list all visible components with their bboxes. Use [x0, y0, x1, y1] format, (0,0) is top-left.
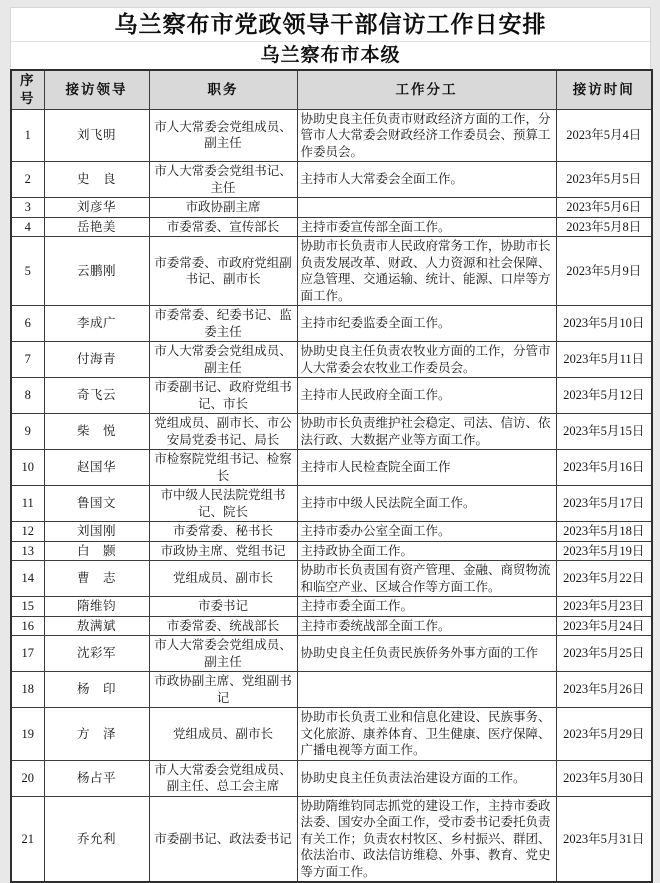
cell-reception-date: 2023年5月5日	[556, 162, 652, 198]
cell-position: 党组成员、副市长、市公安局党委书记、局长	[149, 414, 297, 450]
header-receiving-leader: 接访领导	[44, 70, 149, 109]
cell-reception-date: 2023年5月24日	[556, 616, 652, 636]
cell-reception-date: 2023年5月4日	[556, 109, 652, 162]
schedule-sheet	[10, 7, 651, 883]
cell-work-division: 协助市长负责市人民政府常务工作，协助市长负责发展改革、财政、人力资源和社会保障、应急管理、交通运输、统计、能源、口岸等方面工作。	[297, 237, 556, 306]
table-row	[11, 306, 652, 342]
cell-position: 市中级人民法院党组书记、院长	[149, 486, 297, 522]
cell-leader-name: 付海青	[44, 342, 149, 378]
cell-leader-name: 岳艳美	[44, 217, 149, 237]
page-subtitle: 乌兰察布市本级	[11, 42, 650, 69]
cell-work-division: 主持市中级人民法院全面工作。	[297, 486, 556, 522]
cell-leader-name: 刘飞明	[44, 109, 149, 162]
cell-reception-date: 2023年5月16日	[556, 450, 652, 486]
cell-position: 市委副书记、政法委书记	[149, 796, 297, 882]
table-row	[11, 342, 652, 378]
cell-work-division: 协助史良主任负责农牧业方面的工作，分管市人大常委会农牧业工作委员会。	[297, 342, 556, 378]
page-title: 乌兰察布市党政领导干部信访工作日安排	[11, 8, 650, 42]
cell-reception-date: 2023年5月9日	[556, 237, 652, 306]
cell-serial-number: 3	[11, 198, 44, 218]
cell-serial-number: 6	[11, 306, 44, 342]
cell-serial-number: 20	[11, 760, 44, 796]
table-row	[11, 708, 652, 761]
cell-leader-name: 奇飞云	[44, 378, 149, 414]
cell-position: 市人大常委会党组成员、副主任	[149, 342, 297, 378]
cell-position: 市人大常委会党组成员、副主任、总工会主席	[149, 760, 297, 796]
cell-serial-number: 10	[11, 450, 44, 486]
cell-leader-name: 杨 印	[44, 672, 149, 708]
cell-work-division: 协助市长负责国有资产管理、金融、商贸物流和临空产业、区域合作等方面工作。	[297, 561, 556, 597]
cell-leader-name: 沈彩军	[44, 636, 149, 672]
table-row	[11, 450, 652, 486]
cell-serial-number: 1	[11, 109, 44, 162]
cell-work-division: 主持市人民检查院全面工作	[297, 450, 556, 486]
cell-serial-number: 19	[11, 708, 44, 761]
title-block	[10, 7, 651, 69]
cell-reception-date: 2023年5月30日	[556, 760, 652, 796]
cell-serial-number: 7	[11, 342, 44, 378]
cell-position: 市政协副主席	[149, 198, 297, 218]
cell-reception-date: 2023年5月17日	[556, 486, 652, 522]
cell-serial-number: 5	[11, 237, 44, 306]
cell-work-division: 主持市委统战部全面工作。	[297, 616, 556, 636]
cell-position: 市委副书记、政府党组书记、市长	[149, 378, 297, 414]
cell-reception-date: 2023年5月15日	[556, 414, 652, 450]
table-row	[11, 760, 652, 796]
header-reception-date: 接访时间	[556, 70, 652, 109]
cell-serial-number: 11	[11, 486, 44, 522]
cell-leader-name: 柴 悦	[44, 414, 149, 450]
cell-leader-name: 鲁国文	[44, 486, 149, 522]
cell-work-division: 协助史良主任负责民族侨务外事方面的工作	[297, 636, 556, 672]
cell-reception-date: 2023年5月18日	[556, 522, 652, 542]
header-position: 职务	[149, 70, 297, 109]
cell-leader-name: 刘国刚	[44, 522, 149, 542]
cell-position: 市委常委、市政府党组副书记、副市长	[149, 237, 297, 306]
cell-work-division: 主持市纪委监委全面工作。	[297, 306, 556, 342]
cell-reception-date: 2023年5月11日	[556, 342, 652, 378]
cell-work-division: 主持市委宣传部全面工作。	[297, 217, 556, 237]
cell-work-division	[297, 198, 556, 218]
cell-leader-name: 隋维钧	[44, 597, 149, 617]
table-row	[11, 597, 652, 617]
table-row	[11, 237, 652, 306]
cell-work-division: 协助隋维钧同志抓党的建设工作，主持市委政法委、国安办全面工作，受市委书记委托负责有关工作；负责农村牧区、乡村振兴、群团、依法治市、政法信访维稳、外事、教育、党史等方面工作。	[297, 796, 556, 882]
cell-serial-number: 8	[11, 378, 44, 414]
cell-serial-number: 16	[11, 616, 44, 636]
cell-position: 市政协副主席、党组副书记	[149, 672, 297, 708]
cell-serial-number: 4	[11, 217, 44, 237]
cell-reception-date: 2023年5月31日	[556, 796, 652, 882]
header-serial-number: 序号	[11, 70, 44, 109]
cell-reception-date: 2023年5月12日	[556, 378, 652, 414]
cell-work-division	[297, 672, 556, 708]
cell-work-division: 协助史良主任负责市财政经济方面的工作，分管市人大常委会财政经济工作委员会、预算工作委员会。	[297, 109, 556, 162]
cell-position: 市委常委、宣传部长	[149, 217, 297, 237]
cell-leader-name: 方 泽	[44, 708, 149, 761]
cell-position: 市委常委、统战部长	[149, 616, 297, 636]
cell-work-division: 主持市委办公室全面工作。	[297, 522, 556, 542]
cell-work-division: 主持市人大常委会全面工作。	[297, 162, 556, 198]
cell-serial-number: 15	[11, 597, 44, 617]
cell-work-division: 主持市人民政府全面工作。	[297, 378, 556, 414]
table-row	[11, 636, 652, 672]
table-row	[11, 109, 652, 162]
cell-position: 市委书记	[149, 597, 297, 617]
cell-position: 市人大常委会党组成员、副主任	[149, 636, 297, 672]
cell-leader-name: 李成广	[44, 306, 149, 342]
cell-leader-name: 乔允利	[44, 796, 149, 882]
cell-serial-number: 17	[11, 636, 44, 672]
cell-leader-name: 敖满斌	[44, 616, 149, 636]
table-row	[11, 486, 652, 522]
cell-position: 党组成员、副市长	[149, 708, 297, 761]
cell-serial-number: 13	[11, 541, 44, 561]
cell-position: 市政协主席、党组书记	[149, 541, 297, 561]
table-row	[11, 217, 652, 237]
table-row	[11, 672, 652, 708]
cell-reception-date: 2023年5月23日	[556, 597, 652, 617]
cell-work-division: 协助史良主任负责法治建设方面的工作。	[297, 760, 556, 796]
cell-leader-name: 刘彦华	[44, 198, 149, 218]
cell-reception-date: 2023年5月8日	[556, 217, 652, 237]
cell-position: 市人大常委会党组成员、副主任	[149, 109, 297, 162]
cell-position: 市人大常委会党组书记、主任	[149, 162, 297, 198]
cell-work-division: 协助市长负责维护社会稳定、司法、信访、依法行政、大数据产业等方面工作。	[297, 414, 556, 450]
schedule-table	[10, 69, 653, 883]
cell-reception-date: 2023年5月22日	[556, 561, 652, 597]
table-row	[11, 162, 652, 198]
cell-work-division: 主持市委全面工作。	[297, 597, 556, 617]
table-row	[11, 541, 652, 561]
cell-reception-date: 2023年5月10日	[556, 306, 652, 342]
cell-leader-name: 曹 志	[44, 561, 149, 597]
cell-serial-number: 18	[11, 672, 44, 708]
cell-position: 市委常委、秘书长	[149, 522, 297, 542]
cell-reception-date: 2023年5月25日	[556, 636, 652, 672]
cell-serial-number: 21	[11, 796, 44, 882]
cell-reception-date: 2023年5月26日	[556, 672, 652, 708]
table-row	[11, 414, 652, 450]
cell-serial-number: 2	[11, 162, 44, 198]
header-work-division: 工作分工	[297, 70, 556, 109]
cell-serial-number: 9	[11, 414, 44, 450]
table-row	[11, 522, 652, 542]
cell-position: 市检察院党组书记、检察长	[149, 450, 297, 486]
cell-serial-number: 14	[11, 561, 44, 597]
cell-leader-name: 云鹏刚	[44, 237, 149, 306]
cell-leader-name: 白 颢	[44, 541, 149, 561]
cell-leader-name: 史 良	[44, 162, 149, 198]
table-row	[11, 198, 652, 218]
table-header-row	[11, 70, 652, 109]
cell-work-division: 主持政协全面工作。	[297, 541, 556, 561]
cell-work-division: 协助市长负责工业和信息化建设、民族事务、文化旅游、康养体育、卫生健康、医疗保障、广播电视等方面工作。	[297, 708, 556, 761]
table-row	[11, 561, 652, 597]
cell-position: 市委常委、纪委书记、监委主任	[149, 306, 297, 342]
cell-reception-date: 2023年5月19日	[556, 541, 652, 561]
cell-leader-name: 杨占平	[44, 760, 149, 796]
table-row	[11, 378, 652, 414]
table-row	[11, 616, 652, 636]
cell-leader-name: 赵国华	[44, 450, 149, 486]
cell-serial-number: 12	[11, 522, 44, 542]
cell-reception-date: 2023年5月6日	[556, 198, 652, 218]
cell-position: 党组成员、副市长	[149, 561, 297, 597]
table-row	[11, 796, 652, 882]
cell-reception-date: 2023年5月29日	[556, 708, 652, 761]
